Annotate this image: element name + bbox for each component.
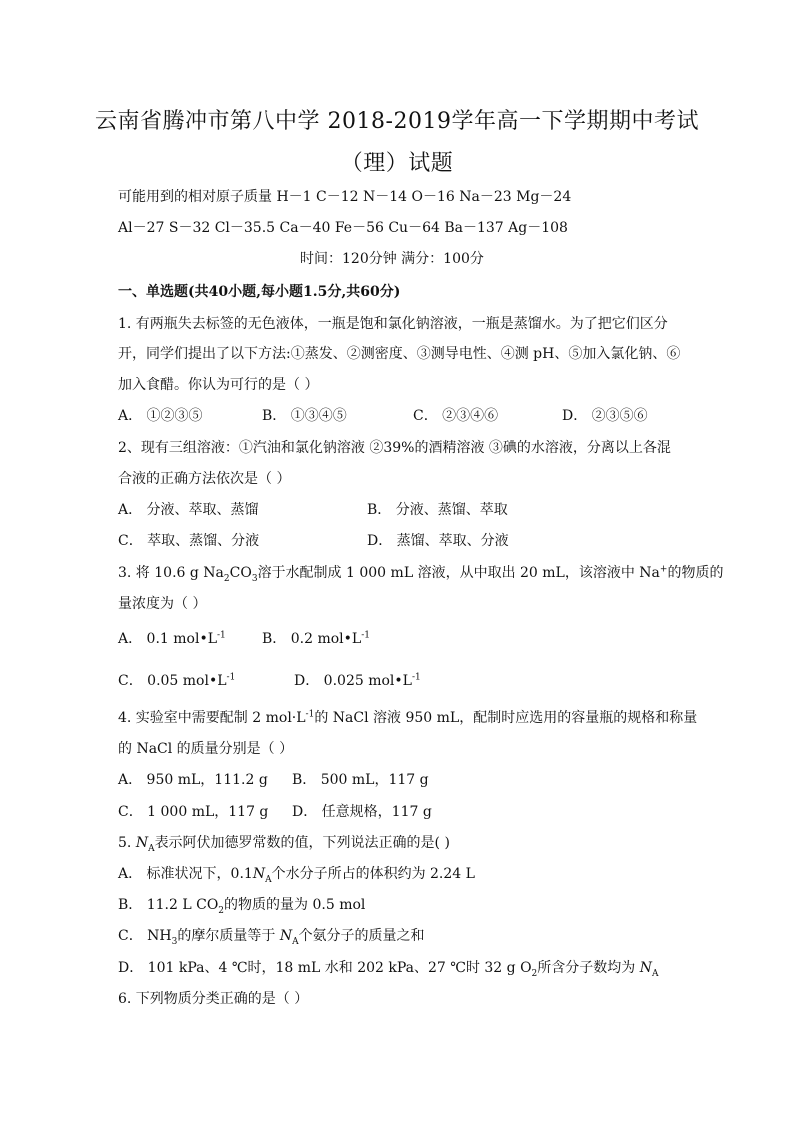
- q3-stem-part: 溶于水配制成 1 000 mL 溶液，从中取出 20 mL，该溶液中 Na: [257, 565, 660, 581]
- q4-option-c: C． 1 000 mL，117 g: [118, 804, 269, 820]
- q5-stem-text: 表示阿伏加德罗常数的值，下列说法正确的是( ): [154, 835, 450, 851]
- q3-option-c: [118, 670, 235, 690]
- q5-subscript: 3: [171, 936, 178, 947]
- q5-option-a-part: 个水分子所占的体积约为 2.24 L: [271, 866, 475, 882]
- atomic-mass-intro: 可能用到的相对原子质量 H－1 C－12 N－14 O－16 Na－23 Mg－24: [118, 189, 572, 205]
- q3-option-a-text: A． 0.1 mol•L: [118, 631, 218, 647]
- q4-stem-part: 的 NaCl 溶液 950 mL，配制时应选用的容量瓶的规格和称量: [314, 710, 698, 726]
- q5-stem: [118, 832, 450, 854]
- avogadro-symbol: N: [279, 928, 293, 944]
- q4-superscript: -1: [305, 709, 315, 720]
- q4-option-a: A． 950 mL，111.2 g: [118, 772, 268, 788]
- atomic-mass-line2: Al－27 S－32 Cl－35.5 Ca－40 Fe－56 Cu－64 Ba－137 Ag－108: [118, 220, 568, 236]
- q3-option-d-text: D． 0.025 mol•L: [294, 673, 412, 689]
- q5-option-c-part: 个氨分子的质量之和: [298, 928, 425, 944]
- q3-stem-line2: 量浓度为（ ）: [118, 596, 207, 612]
- q2-option-d: D． 蒸馏、萃取、分液: [367, 533, 509, 549]
- q5-option-d-part: 所含分子数均为: [537, 960, 640, 976]
- q5-subscript: 2: [531, 968, 538, 979]
- q4-option-b: B． 500 mL，117 g: [292, 772, 429, 788]
- avogadro-subscript: A: [292, 936, 299, 947]
- avogadro-symbol: N: [135, 835, 149, 851]
- q5-option-d: [118, 957, 658, 979]
- q3-option-c-text: C． 0.05 mol•L: [118, 673, 227, 689]
- q3-option-b-text: B． 0.2 mol•L: [262, 631, 362, 647]
- q5-option-d-part: D． 101 kPa、4 ℃时，18 mL 水和 202 kPa、27 ℃时 32 g O: [118, 960, 532, 976]
- exam-title-line2: （理）试题: [340, 151, 454, 176]
- avogadro-subscript: A: [265, 874, 272, 885]
- q4-stem-line2: 的 NaCl 的质量分别是（ ）: [118, 741, 294, 757]
- q5-option-c: [118, 925, 425, 947]
- q1-option-c: C． ②③④⑥: [413, 408, 499, 424]
- q3-stem-line1: [118, 562, 723, 584]
- q5-subscript: 2: [218, 905, 225, 916]
- q3-subscript: 2: [223, 573, 230, 584]
- q3-superscript: +: [659, 564, 668, 575]
- q1-stem-line1: 1. 有两瓶失去标签的无色液体，一瓶是饱和氯化钠溶液，一瓶是蒸馏水。为了把它们区分: [118, 316, 668, 332]
- q3-exponent: -1: [411, 672, 421, 683]
- time-score: 时间：120分钟 满分：100分: [300, 251, 484, 267]
- avogadro-symbol: N: [252, 866, 266, 882]
- q3-option-d: [294, 670, 421, 690]
- q5-option-a-part: A． 标准状况下，0.1: [118, 866, 253, 882]
- q3-stem-part: 的物质的: [667, 565, 724, 581]
- q5-number: 5.: [118, 835, 136, 851]
- section-heading: 一、单选题(共40小题,每小题1.5分,共60分): [118, 284, 401, 300]
- q5-option-b-part: B． 11.2 L CO: [118, 897, 219, 913]
- q1-option-d: D． ②③⑤⑥: [562, 408, 648, 424]
- q3-stem-part: CO: [229, 565, 252, 581]
- q2-stem-line2: 合液的正确方法依次是（ ）: [118, 471, 291, 487]
- q2-option-a: A． 分液、萃取、蒸馏: [118, 502, 259, 518]
- exam-title-line1: 云南省腾冲市第八中学 2018-2019学年高一下学期期中考试: [95, 109, 699, 134]
- q4-stem-line1: [118, 707, 697, 727]
- q3-exponent: -1: [361, 630, 370, 641]
- q3-option-b: [262, 628, 370, 648]
- q6-stem-line1: 6. 下列物质分类正确的是（ ）: [118, 991, 309, 1007]
- q2-option-b: B． 分液、蒸馏、萃取: [367, 502, 508, 518]
- q5-option-b: [118, 894, 365, 916]
- q2-stem-line1: 2、现有三组溶液：①汽油和氯化钠溶液 ②39%的酒精溶液 ③碘的水溶液，分离以上各混: [118, 440, 671, 456]
- avogadro-subscript: A: [651, 968, 659, 979]
- avogadro-symbol: N: [639, 960, 652, 976]
- q3-exponent: -1: [217, 630, 226, 641]
- q1-stem-line2: 开，同学们提出了以下方法:①蒸发、②测密度、③测导电性、④测 pH、⑤加入氯化钠、⑥: [118, 346, 681, 362]
- q1-option-b: B． ①③④⑤: [262, 408, 347, 424]
- q5-option-c-part: C． NH: [118, 928, 172, 944]
- q5-option-b-part: 的物质的量为 0.5 mol: [224, 897, 366, 913]
- q3-option-a: [118, 628, 226, 648]
- q3-subscript: 3: [251, 573, 258, 584]
- q3-exponent: -1: [226, 672, 236, 683]
- q4-option-d: D． 任意规格，117 g: [292, 804, 432, 820]
- q2-option-c: C． 萃取、蒸馏、分液: [118, 533, 260, 549]
- q5-option-c-part: 的摩尔质量等于: [177, 928, 280, 944]
- avogadro-subscript: A: [148, 843, 155, 854]
- q4-stem-part: 4. 实验室中需要配制 2 mol·L: [118, 710, 306, 726]
- q1-option-a: A． ①②③⑤: [118, 408, 203, 424]
- q3-stem-part: 3. 将 10.6 g Na: [118, 565, 224, 581]
- q5-option-a: [118, 863, 475, 885]
- q1-stem-line3: 加入食醋。你认为可行的是（ ）: [118, 377, 319, 393]
